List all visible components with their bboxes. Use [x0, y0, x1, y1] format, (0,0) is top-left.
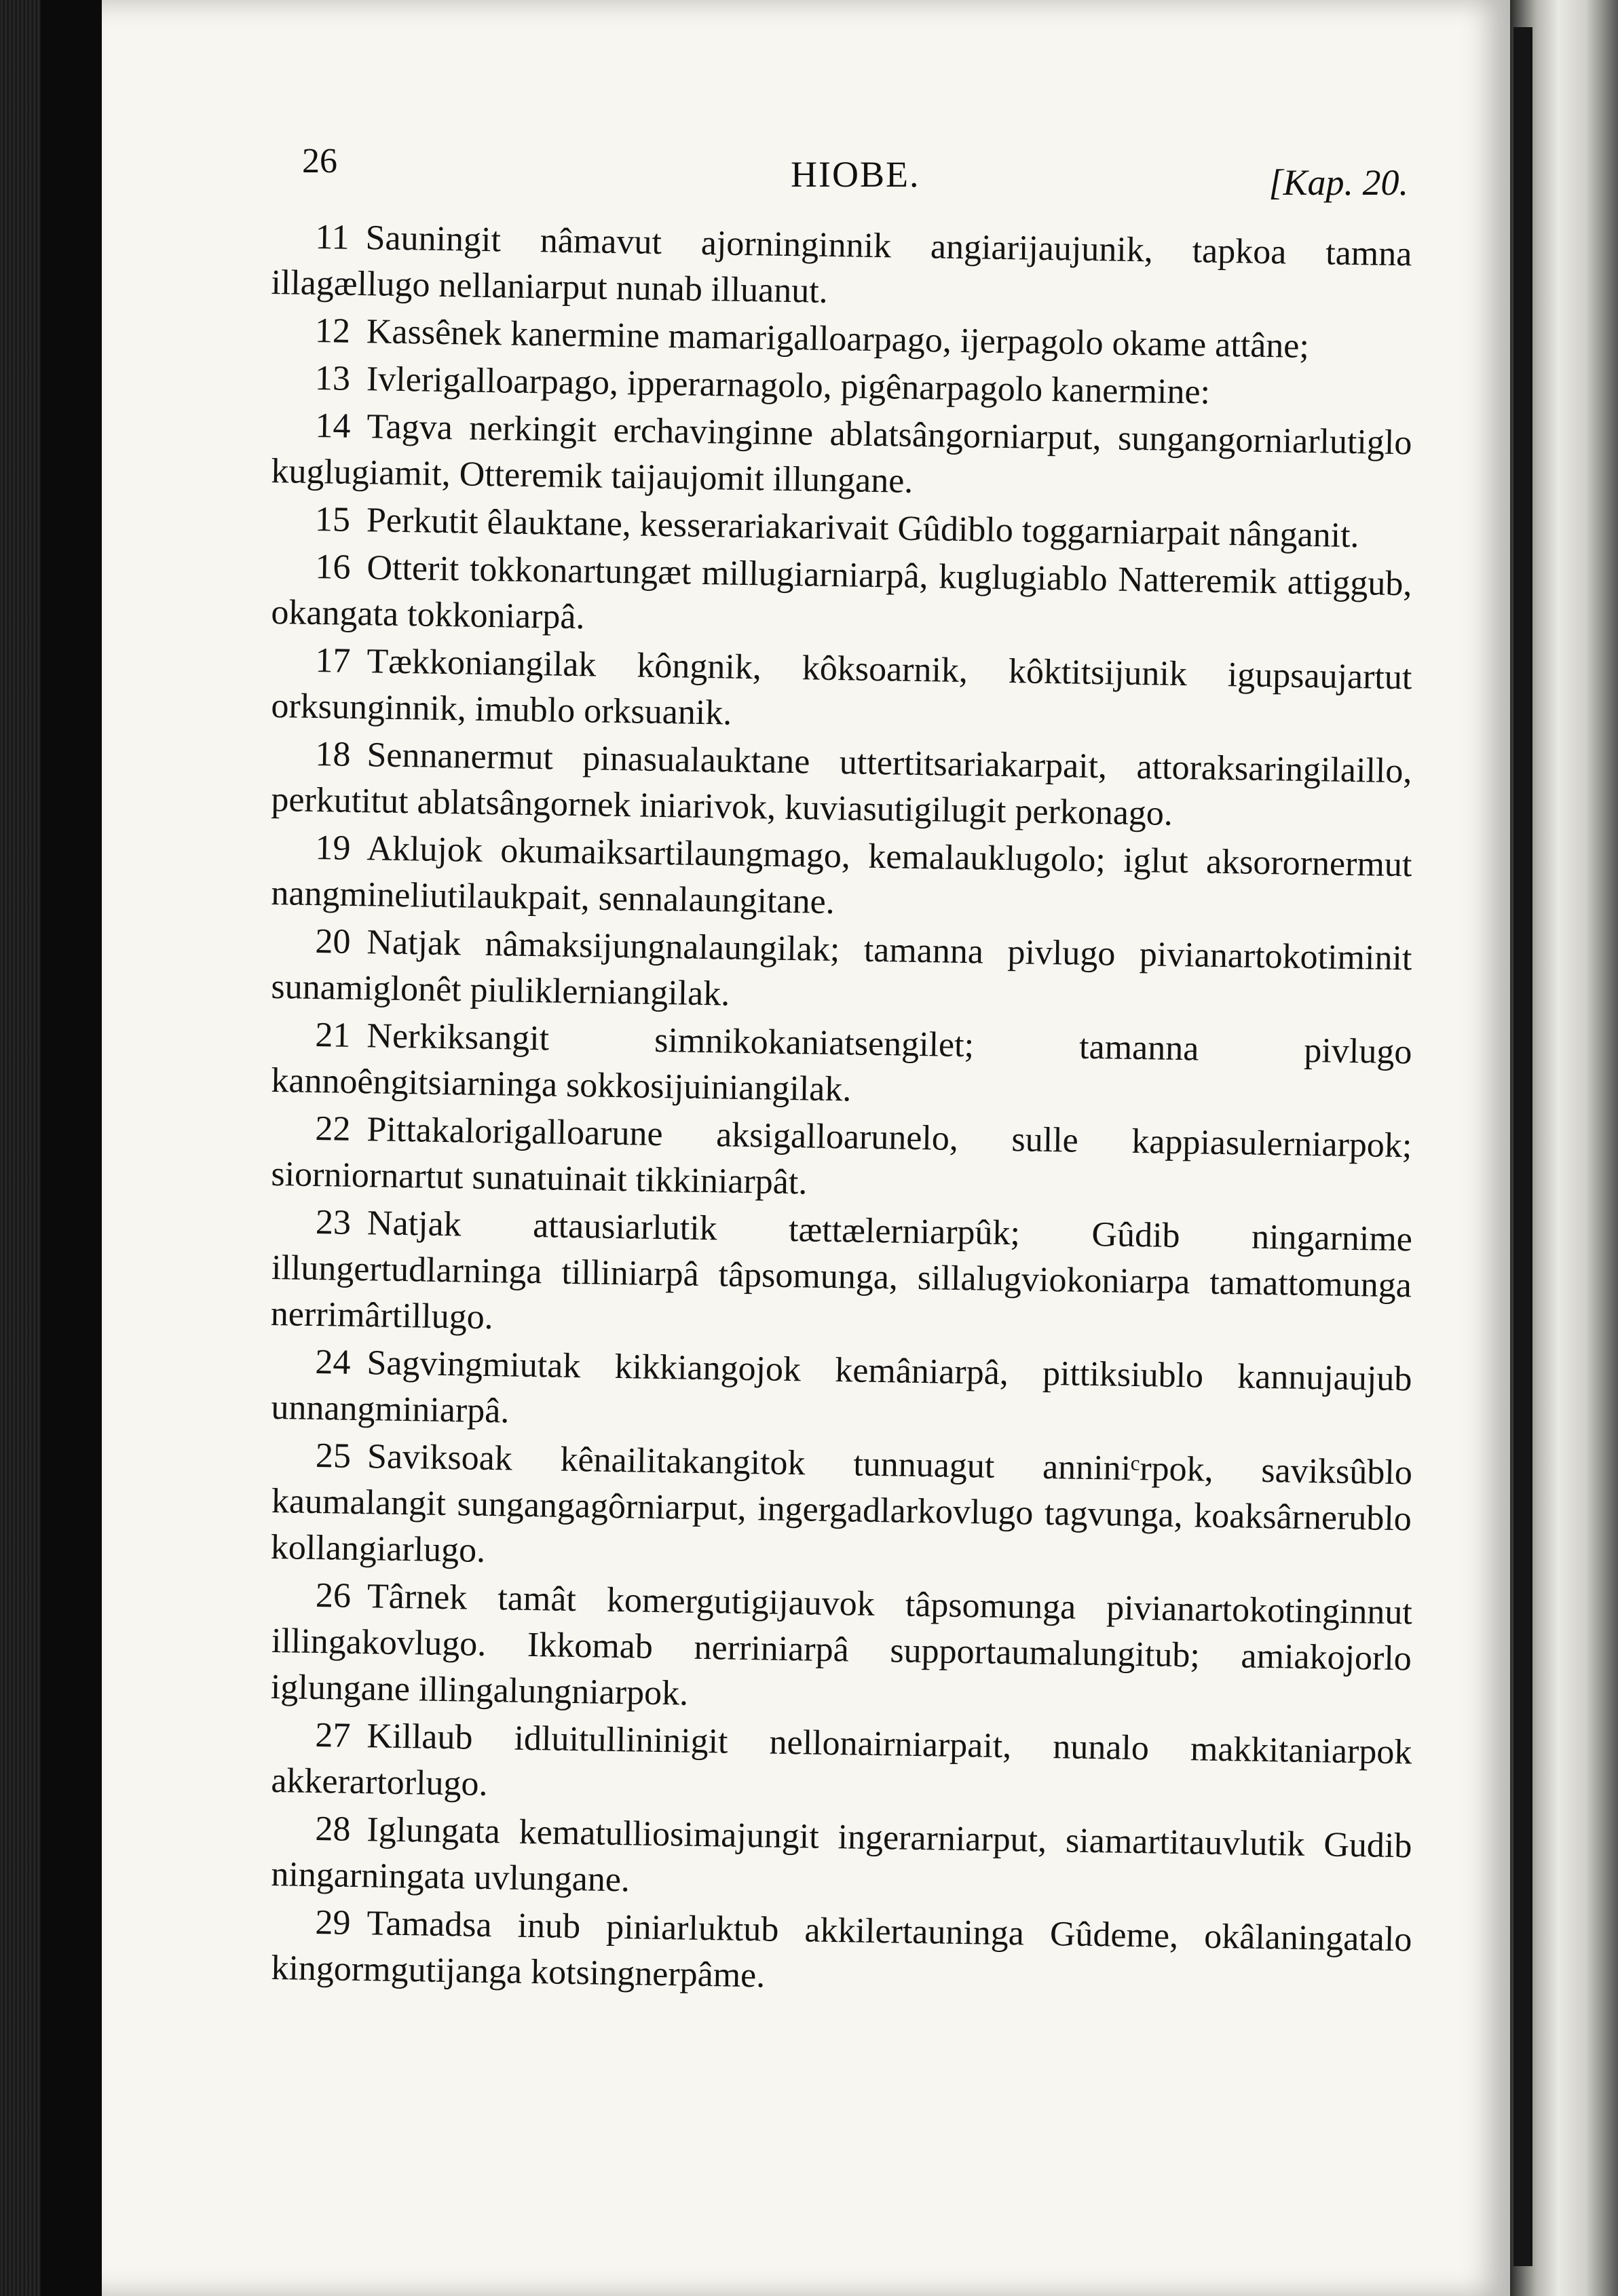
verse-text: Sennanermut pinasualauktane uttertitsariakarpait, attoraksaringilaillo, perkutitut ablatsângornek iniarivok, kuviasutigilugit perkonago. [271, 735, 1412, 833]
verse-text: Killaub idluitullininigit nellonairniarpait, nunalo makkitaniarpok akkerartorlugo. [271, 1717, 1412, 1804]
verse [271, 918, 1412, 1028]
verse-number: 29 [315, 1903, 351, 1943]
verse-text: Kassênek kanermine mamarigalloarpago, ijerpagolo okame attâne; [366, 312, 1310, 366]
verse-text: Natjak attausiarlutik tættælerniarpûk; Gûdib ningarnime illungertudlarninga tilliniarpâ tâpsomunga, sillalugviokoniarpa tamattomunga nerrimârtillugo. [270, 1204, 1413, 1337]
verse-text: Natjak nâmaksijungnalaungilak; tamanna pivlugo pivianartokotiminit sunamiglonêt piuliklerniangilak. [271, 923, 1412, 1014]
verse [271, 402, 1412, 512]
verse [271, 637, 1412, 747]
verse [271, 1339, 1412, 1449]
verse [270, 1199, 1412, 1355]
verse-text: Tækkoniangilak kôngnik, kôksoarnik, kôktitsijunik igupsaujartut orksunginnik, imublo orksuanik. [271, 642, 1412, 733]
verse-number: 26 [315, 1576, 352, 1615]
running-title: HIOBE. [791, 154, 920, 195]
verse-number: 20 [315, 922, 351, 961]
binding-shadow [1513, 27, 1532, 2266]
scan-left-edge [0, 0, 41, 2296]
verse-number: 25 [315, 1436, 352, 1476]
page-header [302, 141, 1408, 202]
verse-text: Târnek tamât komergutigijauvok tâpsomunga pivianartokotinginnut illingakovlugo. Ikkomab nerriniarpâ supportaumalungitub; amiakojorlo iglungane illingalungniarpok. [270, 1577, 1413, 1713]
chapter-reference: [Kap. 20. [1268, 162, 1408, 203]
verse-text: Tagva nerkingit erchavinginne ablatsângorniarput, sungangorniarlutiglo kuglugiamit, Otteremik taijaujomit illungane. [271, 407, 1412, 501]
verse-text: Tamadsa inub piniarluktub akkilertauninga Gûdeme, okâlaningatalo kingormgutijanga kotsingnerpâme. [271, 1904, 1412, 1995]
verse [271, 1899, 1412, 2009]
verse-text: Aklujok okumaiksartilaungmago, kemalauklugolo; iglut aksorornermut nangmineliutilaukpait, sennalaungitane. [271, 829, 1412, 922]
verse-text: Perkutit êlauktane, kesserariakarivait Gûdiblo toggarniarpait nânganit. [366, 501, 1359, 556]
verse-text: Nerkiksangit simnikokaniatsengilet; tamanna pivlugo kannoêngitsiarninga sokkosijuiniangilak. [271, 1016, 1412, 1109]
verse [270, 1432, 1412, 1588]
verse-number: 18 [315, 735, 351, 774]
verse-number: 17 [315, 641, 351, 681]
verse [271, 1805, 1412, 1915]
verse-text: Iglungata kematulliosimajungit ingerarniarput, siamartitauvlutik Gudib ningarningata uvlungane. [271, 1810, 1412, 1900]
verse [270, 1572, 1412, 1728]
verse-number: 11 [315, 218, 350, 257]
verse-number: 16 [315, 548, 351, 587]
verse-number: 13 [314, 359, 351, 398]
verse [271, 731, 1412, 841]
verse [271, 214, 1412, 324]
verse-text: Ivlerigalloarpago, ipperarnagolo, pigênarpagolo kanermine: [366, 360, 1211, 412]
verse-text: Sauningit nâmavut ajorninginnik angiarijaujunik, tapkoa tamna illagællugo nellaniarput nunab illuanut. [271, 218, 1412, 311]
verse-text-block [271, 214, 1412, 1993]
verse-text: Saviksoak kênailitakangitok tunnuagut anniniᶜrpok, saviksûblo kaumalangit sungangagôrniarput, ingergadlarkovlugo tagvunga, koaksârnerublo kollangiarlugo. [270, 1437, 1413, 1570]
verse [271, 1012, 1412, 1122]
verse-text: Pittakalorigalloarune aksigalloarunelo, sulle kappiasulerniarpok; siorniornartut sunatuinait tikkiniarpât. [271, 1110, 1412, 1202]
verse-number: 28 [315, 1810, 351, 1849]
verse [271, 824, 1412, 934]
verse-number: 23 [315, 1203, 352, 1242]
verse [271, 1105, 1412, 1215]
verse-number: 21 [315, 1016, 351, 1055]
verse-number: 14 [315, 406, 351, 446]
verse-number: 22 [315, 1109, 351, 1149]
verse-number: 24 [315, 1343, 351, 1382]
verse-text: Sagvingmiutak kikkiangojok kemâniarpâ, pittiksiublo kannujaujub unnangminiarpâ. [271, 1343, 1412, 1431]
verse-number: 27 [315, 1716, 351, 1755]
verse-number: 12 [314, 311, 351, 351]
verse-number: 15 [314, 500, 351, 539]
verse-text: Otterit tokkonartungæt millugiarniarpâ, kuglugiablo Natteremik attiggub, okangata tokkoniarpâ. [271, 548, 1412, 637]
verse [271, 543, 1412, 653]
verse [271, 1712, 1412, 1822]
page-number: 26 [302, 142, 337, 180]
verse-number: 19 [315, 828, 351, 868]
